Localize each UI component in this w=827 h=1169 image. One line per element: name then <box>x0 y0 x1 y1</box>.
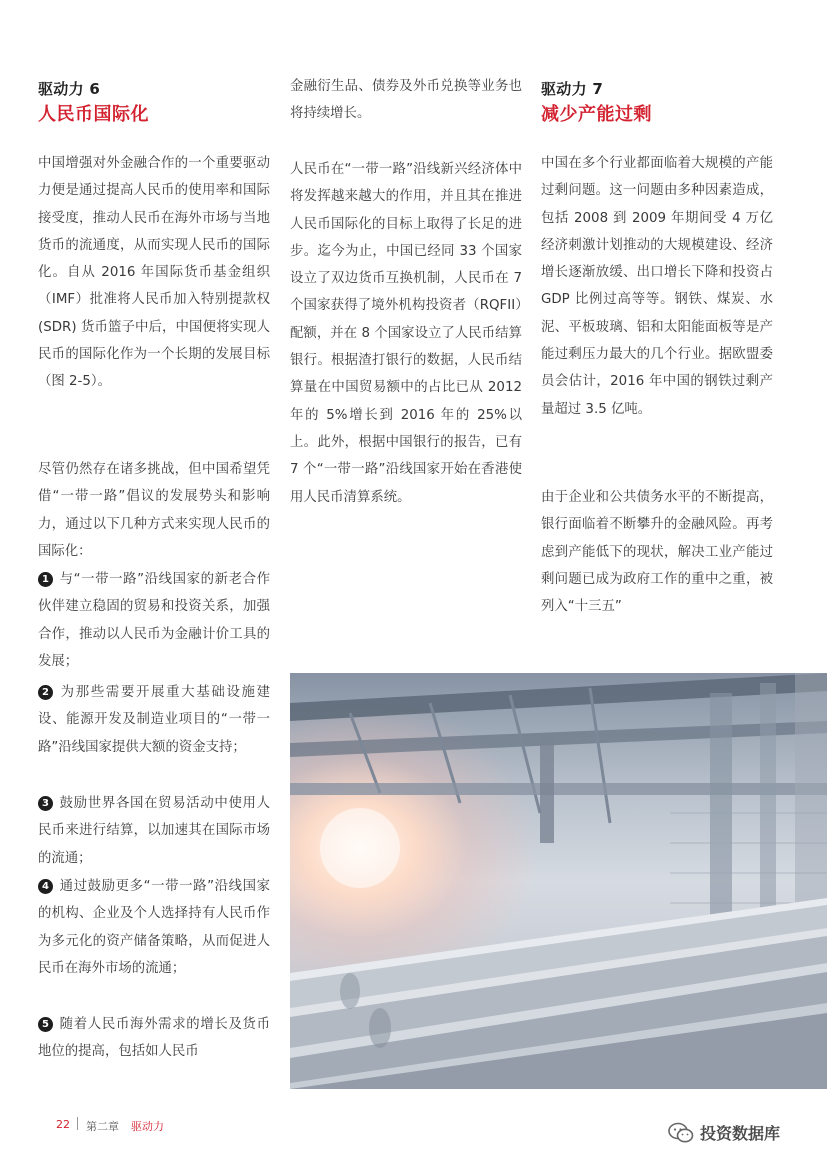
right-paragraph-2: 由于企业和公共债务水平的不断提高，银行面临着不断攀升的金融风险。再考虑到产能低下的现状，解决工业产能过剩问题已成为政府工作的重中之重，被列入“十三五” <box>541 490 773 615</box>
list-item-text: 鼓励世界各国在贸易活动中使用人民币来进行结算，以加速其在国际市场的流通； <box>38 796 270 866</box>
list-item-text: 随着人民币海外需求的增长及货币地位的提高，包括如人民币 <box>38 1017 270 1060</box>
list-item <box>38 679 270 761</box>
watermark-text: 投资数据库 <box>700 1124 781 1143</box>
number-badge-icon: 2 <box>38 685 53 700</box>
footer-chapter: 第二章 <box>86 1120 119 1133</box>
list-item-text: 与“一带一路”沿线国家的新老合作伙伴建立稳固的贸易和投资关系，加强合作，推动以人民币为金融计价工具的发展； <box>38 572 270 669</box>
right-paragraph-1: 中国在多个行业都面临着大规模的产能过剩问题。这一问题由多种因素造成，包括 2008 到 2009 年期间受 4 万亿经济刺激计划推动的大规模建设、经济增长逐渐放缓、出口增长下降和投资占 GDP 比例过高等等。钢铁、煤炭、水泥、平板玻璃、铝和太阳能面板等是产能过剩压力最大的几个行业。据欧盟委员会估计，2016 年中国的钢铁过剩产量超过 3.5 亿吨。 <box>541 156 773 417</box>
list-item-text: 通过鼓励更多“一带一路”沿线国家的机构、企业及个人选择持有人民币作为多元化的资产储备策略，从而促进人民币在海外市场的流通； <box>38 879 270 976</box>
number-badge-icon: 4 <box>38 879 53 894</box>
steel-pipes-factory-photo <box>290 673 827 1089</box>
driver-7-kicker: 驱动力 7 <box>541 80 604 98</box>
list-item <box>38 873 270 982</box>
list-item <box>38 790 270 872</box>
middle-paragraph-2: 人民币在“一带一路”沿线新兴经济体中将发挥越来越大的作用，并且其在推进人民币国际化的目标上取得了长足的进步。迄今为止，中国已经同 33 个国家设立了双边货币互换机制，人民币在 7 个国家获得了境外机构投资者（RQFII）配额，并在 8 个国家设立了人民币结算银行。根据渣打银行的数据，人民币结算量在中国贸易额中的占比已从 2012 年的 5%增长到 2016 年的 25%以上。此外，根据中国银行的报告，已有 7 个“一带一路”沿线国家开始在香港使用人民币清算系统。 <box>290 162 522 505</box>
number-badge-icon: 3 <box>38 796 53 811</box>
driver-6-kicker: 驱动力 6 <box>38 80 101 98</box>
footer-divider <box>77 1117 78 1130</box>
list-item <box>38 1011 270 1066</box>
number-badge-icon: 1 <box>38 572 53 587</box>
left-paragraph-1: 中国增强对外金融合作的一个重要驱动力便是通过提高人民币的使用率和国际接受度，推动人民币在海外市场与当地货币的流通度，从而实现人民币的国际化。自从 2016 年国际货币基金组织（IMF）批准将人民币加入特别提款权 (SDR) 货币篮子中后，中国便将实现人民币的国际化作为一个长期的发展目标（图 2-5）。 <box>38 156 270 390</box>
page-number: 22 <box>56 1118 70 1131</box>
driver-6-heading: 人民币国际化 <box>38 104 149 125</box>
footer-section: 驱动力 <box>131 1120 164 1133</box>
list-item-text: 为那些需要开展重大基础设施建设、能源开发及制造业项目的“一带一路”沿线国家提供大额的资金支持； <box>38 685 270 755</box>
watermark <box>668 1121 780 1144</box>
list-item <box>38 566 270 675</box>
number-badge-icon: 5 <box>38 1017 53 1032</box>
wechat-icon <box>668 1122 694 1144</box>
driver-7-heading: 减少产能过剩 <box>541 104 652 125</box>
left-paragraph-2: 尽管仍然存在诸多挑战，但中国希望凭借“一带一路”倡议的发展势头和影响力，通过以下几种方式来实现人民币的国际化： <box>38 462 270 559</box>
factory-illustration <box>290 673 827 1089</box>
middle-paragraph-1: 金融衍生品、债券及外币兑换等业务也将持续增长。 <box>290 79 522 122</box>
